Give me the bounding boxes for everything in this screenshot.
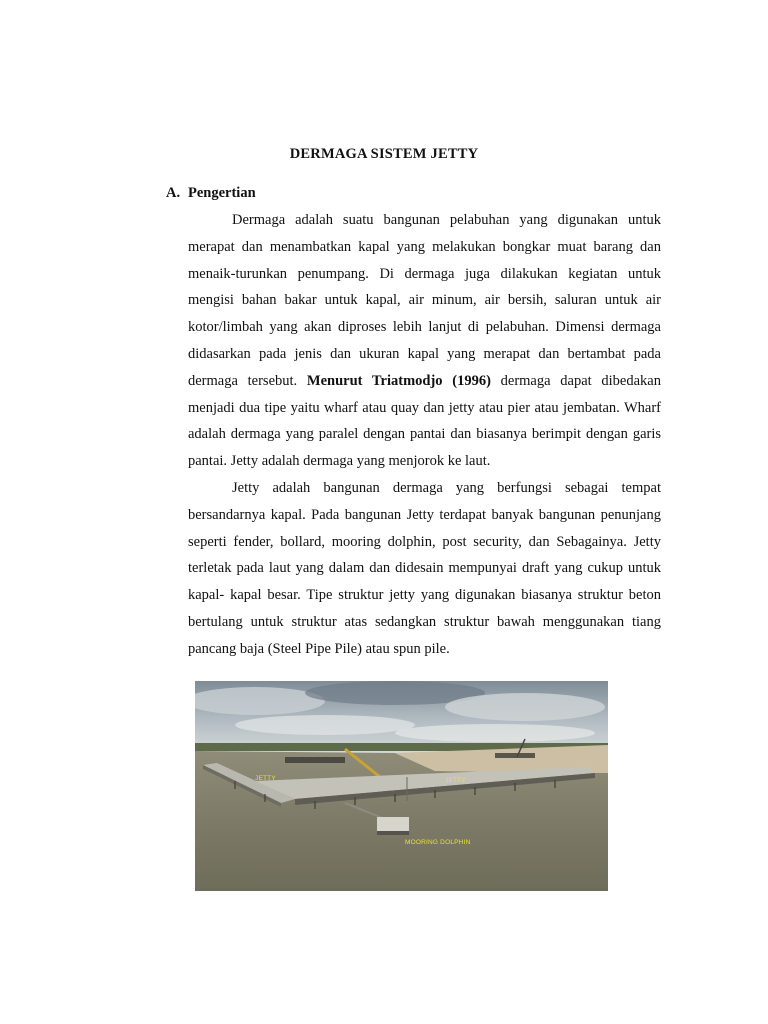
paragraph-1 <box>188 207 661 475</box>
paragraph-1-before: Dermaga adalah suatu bangunan pelabuhan yang digunakan untuk merapat dan menambatkan kapal yang melakukan bongkar muat barang dan menaik-turunkan penumpang. Di dermaga juga dilakukan kegiatan untuk mengisi bahan bakar untuk kapal, air minum, air bersih, saluran untuk air kotor/limbah yang akan diproses lebih lanjut di pelabuhan. Dimensi dermaga didasarkan pada jenis dan ukuran kapal yang merapat dan bertambat pada dermaga tersebut. <box>188 212 661 389</box>
page-title: DERMAGA SISTEM JETTY <box>289 146 479 162</box>
citation-bold: Menurut Triatmodjo (1996) <box>306 372 491 389</box>
body-text <box>188 207 661 663</box>
section-heading-text: Pengertian <box>188 185 256 201</box>
jetty-photo <box>195 681 608 891</box>
section-number: A. <box>166 185 181 201</box>
section-heading <box>166 185 256 202</box>
photo-label-jetty-left: JETTY <box>255 775 276 782</box>
paragraph-2: Jetty adalah bangunan dermaga yang berfungsi sebagai tempat bersandarnya kapal. Pada bangunan Jetty terdapat banyak bangunan penunjang seperti fender, bollard, mooring dolphin, post security, dan Sebagainya. Jetty terletak pada laut yang dalam dan didesain mempunyai draft yang cukup untuk kapal- kapal besar. Tipe struktur jetty yang digunakan biasanya struktur beton bertulang untuk struktur atas sedangkan struktur bawah menggunakan tiang pancang baja (Steel Pipe Pile) atau spun pile. <box>188 479 661 657</box>
photo-label-mooring: MOORING DOLPHIN <box>405 839 471 846</box>
photo-label-jetty-mid: JETTY <box>445 777 466 784</box>
paragraph-1-after: dermaga dapat dibedakan menjadi dua tipe yaitu wharf atau quay dan jetty atau pier atau jembatan. Wharf adalah dermaga yang paralel dengan pantai dan biasanya berimpit dengan garis pantai. Jetty adalah dermaga yang menjorok ke laut. <box>188 372 661 470</box>
